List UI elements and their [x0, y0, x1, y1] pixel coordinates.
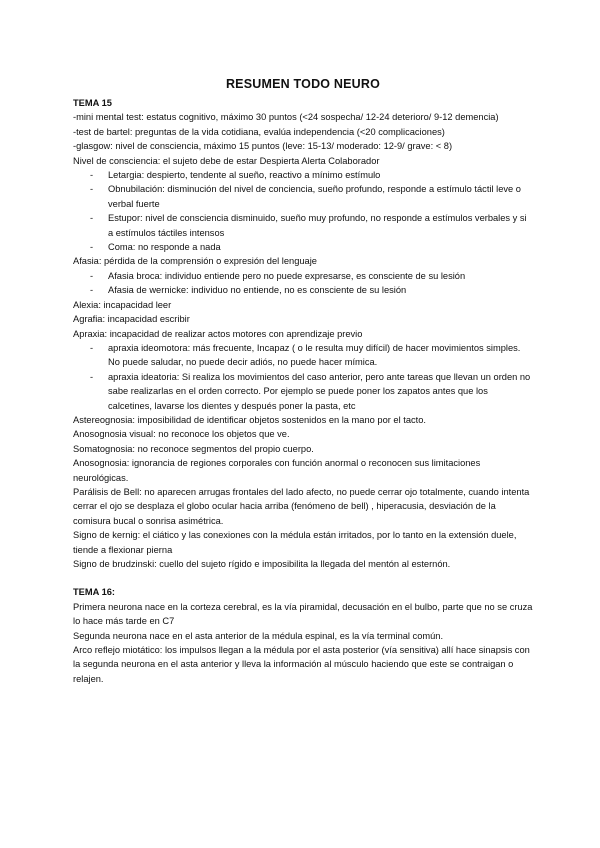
bartel-test-line: -test de bartel: preguntas de la vida cotidiana, evalúa independencia (<20 complicaciones): [73, 126, 445, 137]
afasia-line: Afasia: pérdida de la comprensión o expresión del lenguaje: [73, 256, 317, 267]
afasia-list: [73, 269, 533, 298]
list-item-estupor: - Estupor: nivel de consciencia disminuido, sueño muy profundo, no responde a estímulos verbales y si a estímulos táctiles intensos: [73, 211, 533, 240]
anosognosia-visual-line: Anosognosia visual: no reconoce los objetos que ve.: [73, 429, 290, 440]
document-title: RESUMEN TODO NEURO: [225, 77, 381, 91]
signo-kernig-line: Signo de kernig: el ciático y las conexiones con la médula están irritados, por lo tanto en la extensión duele, tiende a flexionar pierna: [73, 530, 517, 555]
signo-brudzinski-line: Signo de brudzinski: cuello del sujeto rígido e imposibilita la llegada del mentón al esternón.: [73, 559, 451, 569]
section-heading-tema16: TEMA 16:: [73, 587, 116, 598]
segunda-neurona-line: Segunda neurona nace en el asta anterior de la médula espinal, es la vía terminal común.: [73, 630, 444, 641]
alexia-line: Alexia: incapacidad leer: [73, 299, 172, 310]
consciencia-list: [73, 168, 533, 254]
list-item-apraxia-ideatoria: - apraxia ideatoria: Si realiza los movimientos del caso anterior, pero ante tareas que llevan un orden no sabe realizarlas en el orden correcto. Por ejemplo se puede poner los zapatos antes que los calcetines, lavarse los dientes y después poner la pasta, etc: [73, 370, 533, 413]
mini-mental-test-line: -mini mental test: estatus cognitivo, máximo 30 puntos (<24 sospecha/ 12-24 deterioro/ 9-12 demencia): [73, 112, 499, 123]
paralisis-bell-line: Parálisis de Bell: no aparecen arrugas frontales del lado afecto, no puede cerrar ojo totalmente, cuando intenta cerrar el ojo se desplaza el globo ocular hacia arriba (fenómeno de bell) , hiperacusia, desviación de la comisura bucal o sonrisa asimétrica.: [73, 486, 530, 526]
agrafia-line: Agrafia: incapacidad escribir: [73, 314, 190, 325]
document-body: [73, 76, 533, 686]
astereognosia-line: Astereognosia: imposibilidad de identificar objetos sostenidos en la mano por el tacto.: [73, 414, 426, 425]
list-item-afasia-wernicke: - Afasia de wernicke: individuo no entiende, no es consciente de su lesión: [73, 283, 533, 297]
glasgow-line: -glasgow: nivel de consciencia, máximo 15 puntos (leve: 15-13/ moderado: 12-9/ grave: < 8): [73, 141, 453, 152]
primera-neurona-line: Primera neurona nace en la corteza cerebral, es la vía piramidal, decusación en el bulbo, parte que no se cruza lo hace más tarde en C7: [73, 601, 533, 627]
arco-reflejo-line: Arco reflejo miotático: los impulsos llegan a la médula por el asta posterior (vía sensitiva) allí hace sinapsis con la segunda neurona en el asta anterior y lleva la información al músculo haciendo que este se contraigan o relajen.: [73, 645, 530, 684]
apraxia-line: Apraxia: incapacidad de realizar actos motores con aprendizaje previo: [73, 328, 363, 339]
list-item-coma: - Coma: no responde a nada: [73, 240, 533, 254]
list-item-apraxia-ideomotora: - apraxia ideomotora: más frecuente, Incapaz ( o le resulta muy difícil) de hacer movimientos simples. No puede saludar, no puede decir adiós, no puede hacer mímica.: [73, 341, 533, 370]
section-heading-tema15: TEMA 15: [73, 98, 112, 108]
apraxia-list: [73, 341, 533, 413]
nivel-consciencia-line: Nivel de consciencia: el sujeto debe de estar Despierta Alerta Colaborador: [73, 155, 380, 166]
list-item-letargia: - Letargia: despierto, tendente al sueño, reactivo a mínimo estímulo: [73, 168, 533, 182]
anosognosia-line: Anosognosia: ignorancia de regiones corporales con función anormal o reconocen sus limitaciones neurológicas.: [73, 458, 481, 483]
list-item-obnubilacion: - Obnubilación: disminución del nivel de conciencia, sueño profundo, responde a estímulo táctil leve o verbal fuerte: [73, 182, 533, 211]
somatognosia-line: Somatognosia: no reconoce segmentos del propio cuerpo.: [73, 443, 314, 454]
list-item-afasia-broca: - Afasia broca: individuo entiende pero no puede expresarse, es consciente de su lesión: [73, 269, 533, 283]
section-spacer: [73, 571, 533, 585]
